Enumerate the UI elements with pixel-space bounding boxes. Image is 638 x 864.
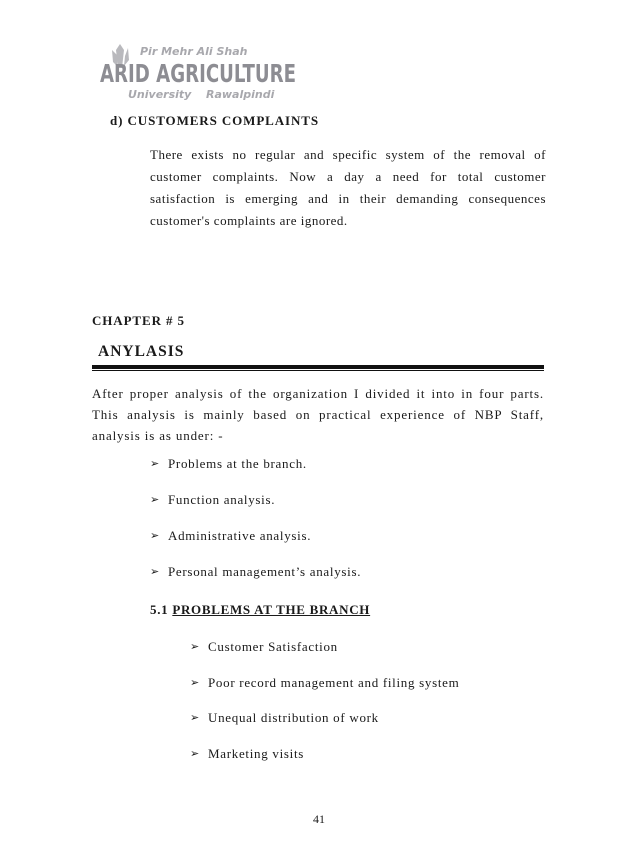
arrow-bullet-icon: ➢ [150, 458, 160, 470]
chapter-intro: After proper analysis of the organization I divided it into in four parts. This analysis is mainly based on practical experience of NBP Staff, analysis is as under: - [92, 386, 544, 443]
problems-list [190, 639, 459, 781]
subsection-number: 5.1 [150, 602, 169, 617]
arrow-bullet-icon: ➢ [150, 566, 160, 578]
page-number: 41 [313, 812, 325, 826]
heading-rule [92, 365, 544, 369]
subsection-heading [150, 602, 370, 618]
list-item [190, 710, 459, 746]
arrow-bullet-icon: ➢ [190, 712, 200, 724]
list-item-label: Administrative analysis. [168, 528, 312, 543]
list-item-label: Poor record management and filing system [208, 674, 460, 690]
heading-rule-thin [92, 370, 544, 371]
university-logo [98, 40, 298, 106]
arrow-bullet-icon: ➢ [190, 747, 200, 760]
list-item-label: Marketing visits [208, 745, 305, 761]
arrow-bullet-icon: ➢ [150, 494, 160, 506]
list-item-label: Problems at the branch. [168, 456, 307, 471]
chapter-label: CHAPTER # 5 [92, 313, 185, 328]
list-item-label: Function analysis. [168, 492, 276, 507]
section-paragraph: There exists no regular and specific system of the removal of customer complaints. Now a day a need for total customer satisfaction is emerging and in their demanding consequences customer's complaints are ignored. [150, 147, 546, 228]
logo-line3-right: Rawalpindi [206, 88, 275, 101]
list-item [150, 456, 361, 492]
analysis-parts-list [150, 456, 361, 600]
list-item [190, 675, 459, 711]
list-item [150, 564, 361, 600]
logo-line1: Pir Mehr Ali Shah [140, 45, 248, 58]
logo-line2: ARID AGRICULTURE [100, 59, 296, 88]
list-item-label: Personal management’s analysis. [168, 564, 362, 579]
list-item [150, 528, 361, 564]
chapter-title: ANYLASIS [98, 343, 185, 360]
list-item-label: Customer Satisfaction [208, 639, 338, 654]
list-item-label: Unequal distribution of work [208, 710, 379, 725]
list-item [190, 746, 459, 782]
list-item [190, 639, 459, 675]
section-heading: d) CUSTOMERS COMPLAINTS [110, 113, 319, 128]
subsection-title: PROBLEMS AT THE BRANCH [172, 602, 371, 617]
logo-line3-left: University [128, 88, 192, 101]
arrow-bullet-icon: ➢ [190, 676, 200, 689]
list-item [150, 492, 361, 528]
arrow-bullet-icon: ➢ [150, 530, 160, 542]
arrow-bullet-icon: ➢ [190, 641, 200, 653]
